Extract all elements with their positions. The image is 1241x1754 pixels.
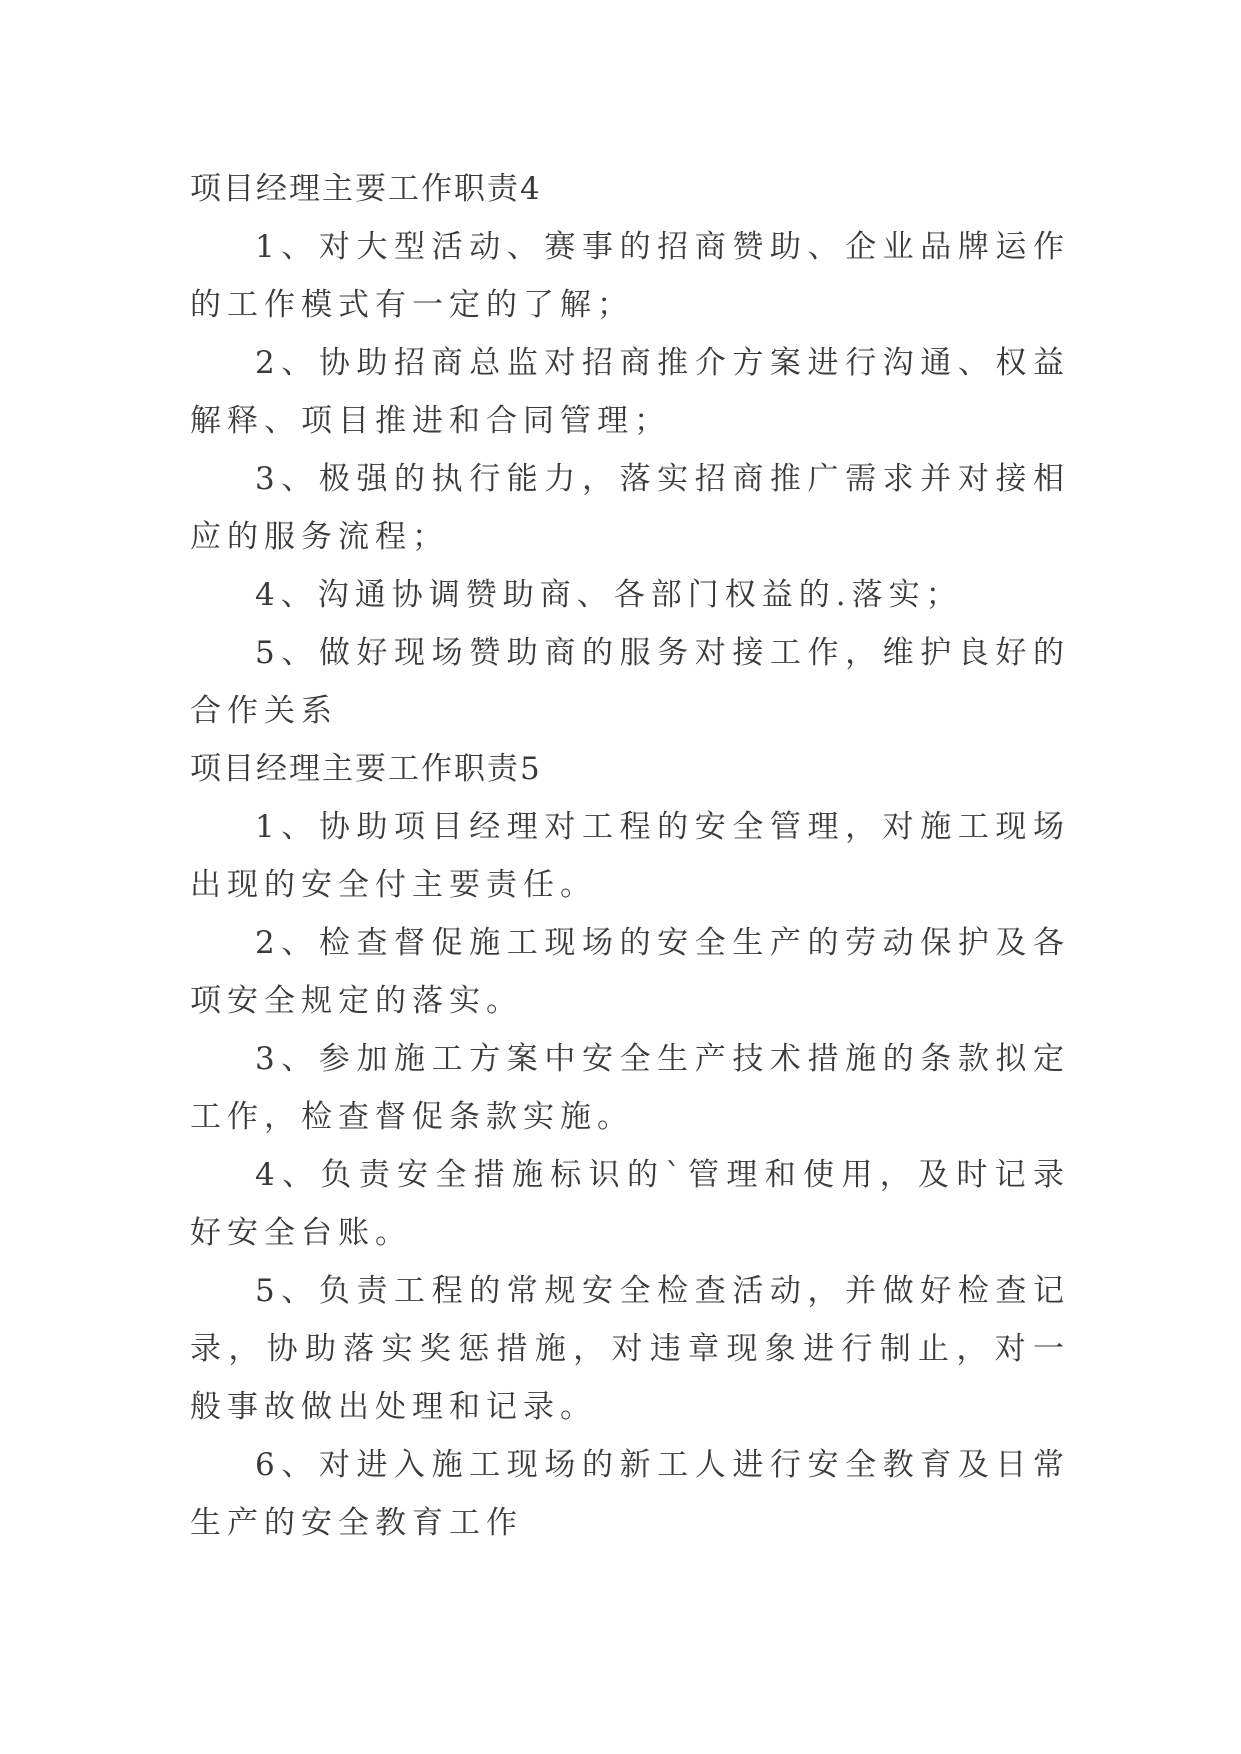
duty-item: 5、做好现场赞助商的服务对接工作，维护良好的合作关系 — [190, 635, 1070, 729]
duty-item: 3、极强的执行能力，落实招商推广需求并对接相应的服务流程； — [190, 461, 1070, 555]
section-heading: 项目经理主要工作职责5 — [190, 751, 542, 787]
duty-item: 5、负责工程的常规安全检查活动，并做好检查记录，协助落实奖惩措施，对违章现象进行制止，对一般事故做出处理和记录。 — [190, 1273, 1070, 1425]
document-body — [190, 160, 1070, 1552]
duty-item: 6、对进入施工现场的新工人进行安全教育及日常生产的安全教育工作 — [190, 1447, 1070, 1541]
duty-item: 1、对大型活动、赛事的招商赞助、企业品牌运作的工作模式有一定的了解； — [190, 229, 1070, 323]
duty-item: 4、负责安全措施标识的`管理和使用，及时记录好安全台账。 — [190, 1157, 1070, 1251]
duty-item: 3、参加施工方案中安全生产技术措施的条款拟定工作，检查督促条款实施。 — [190, 1041, 1070, 1135]
duty-item: 2、检查督促施工现场的安全生产的劳动保护及各项安全规定的落实。 — [190, 925, 1070, 1019]
duty-item: 1、协助项目经理对工程的安全管理，对施工现场出现的安全付主要责任。 — [190, 809, 1070, 903]
duty-item: 2、协助招商总监对招商推介方案进行沟通、权益解释、项目推进和合同管理； — [190, 345, 1070, 439]
section-heading: 项目经理主要工作职责4 — [190, 171, 542, 207]
duty-item: 4、沟通协调赞助商、各部门权益的.落实； — [255, 577, 963, 613]
